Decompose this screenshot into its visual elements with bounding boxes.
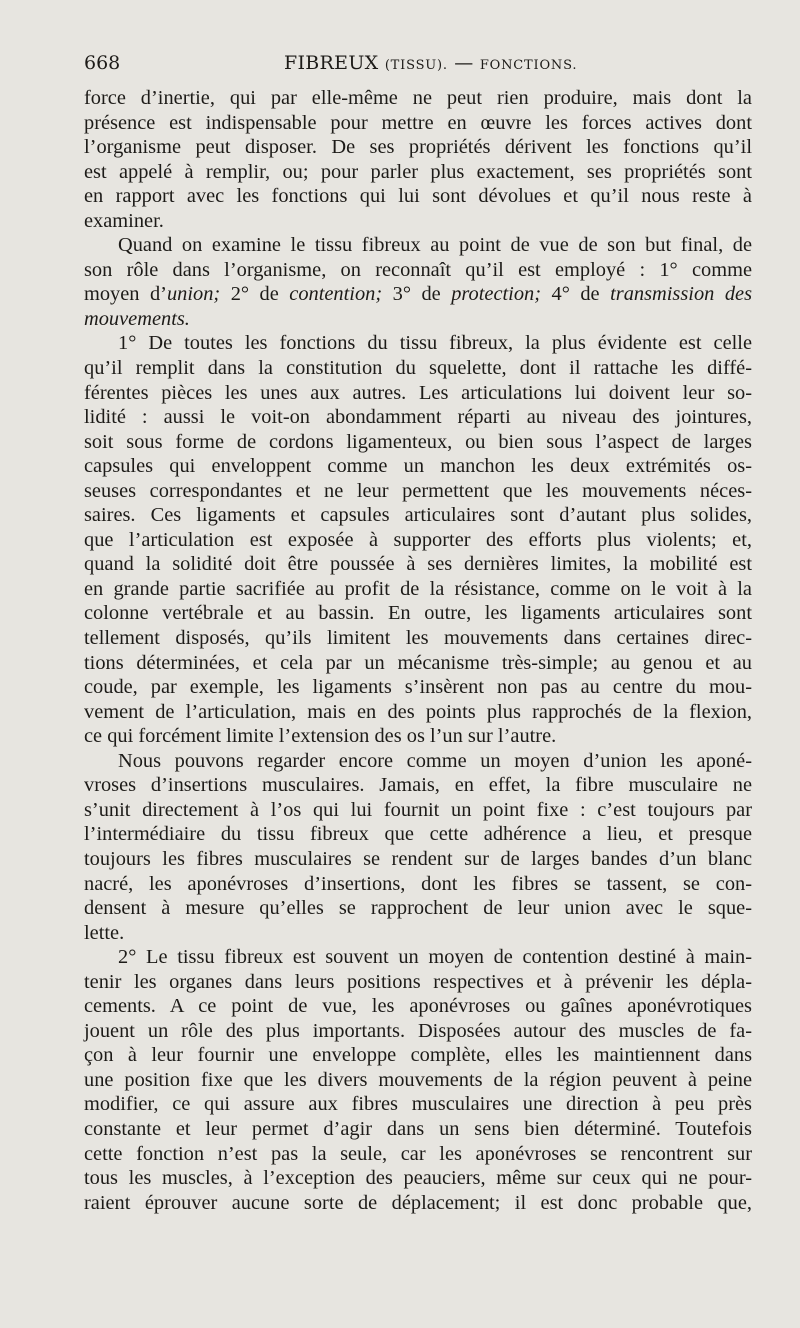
text-line: jouent un rôle des plus importants. Disposées autour des muscles de fa- — [84, 1019, 752, 1042]
text-line: tenir les organes dans leurs positions respectives et à prévenir les dépla- — [84, 970, 752, 993]
running-header — [84, 52, 752, 82]
text-line: seuses correspondantes et ne leur permettent que les mouvements néces- — [84, 479, 752, 502]
text-line: constante et leur permet d’agir dans un sens bien déterminé. Toutefois — [84, 1117, 752, 1140]
text-line: présence est indispensable pour mettre en œuvre les forces actives dont — [84, 111, 752, 134]
text-line: vement de l’articulation, mais en des points plus rapprochés de la flexion, — [84, 700, 752, 723]
text-line: soit sous forme de cordons ligamenteux, ou bien sous l’aspect de larges — [84, 430, 752, 453]
text-line: cette fonction n’est pas la seule, car les aponévroses se rencontrent sur — [84, 1142, 752, 1165]
text-line: çon à leur fournir une enveloppe complète, elles les maintiennent dans — [84, 1044, 752, 1067]
text-line: en grande partie sacrifiée au profit de la résistance, comme on le voit à la — [84, 577, 752, 600]
text-line: modifier, ce qui assure aux fibres musculaires une direction à peu près — [84, 1093, 752, 1116]
text-segment: 3° de — [382, 283, 452, 306]
text-line: coude, par exemple, les ligaments s’insèrent non pas au centre du mou- — [84, 676, 752, 699]
text-line: 2° Le tissu fibreux est souvent un moyen de contention destiné à main- — [118, 946, 752, 969]
text-line: s’unit directement à l’os qui lui fournit un point fixe : c’est toujours par — [84, 798, 752, 821]
running-title-main: FIBREUX — [284, 52, 379, 74]
text-line: son rôle dans l’organisme, on reconnaît qu’il est employé : 1° comme — [84, 258, 752, 281]
text-line: tions déterminées, et cela par un mécanisme très-simple; au genou et au — [84, 651, 752, 674]
text-line: lette. — [84, 921, 125, 944]
text-line: toujours les fibres musculaires se rendent sur de larges bandes d’un blanc — [84, 847, 752, 870]
italic-term: contention; — [289, 283, 383, 306]
text-line: l’organisme peut disposer. De ses propriétés dérivent les fonctions qu’il — [84, 136, 752, 159]
text-segment: 4° de — [541, 283, 611, 306]
text-line — [84, 282, 752, 307]
text-line: qu’il remplit dans la constitution du squelette, dont il rattache les diffé- — [84, 357, 752, 380]
text-segment: moyen d’ — [84, 283, 167, 306]
text-line: quand la solidité doit être poussée à ses dernières limites, la mobilité est — [84, 553, 752, 576]
text-line: 1° De toutes les fonctions du tissu fibreux, la plus évidente est celle — [118, 332, 752, 355]
text-line: vroses d’insertions musculaires. Jamais, en effet, la fibre musculaire ne — [84, 774, 752, 797]
text-line: tous les muscles, à l’exception des peauciers, même sur ceux qui ne pour- — [84, 1167, 752, 1190]
italic-term: union; — [166, 283, 221, 306]
italic-term: mouvements. — [84, 307, 190, 330]
text-line: colonne vertébrale et au bassin. En outre, les ligaments articulaires sont — [84, 602, 752, 625]
text-line: tellement disposés, qu’ils limitent les mouvements dans certaines direc- — [84, 627, 752, 650]
text-line: densent à mesure qu’elles se rapprochent de leur union avec le sque- — [84, 897, 752, 920]
text-line: capsules qui enveloppent comme un manchon les deux extrémités os- — [84, 455, 752, 478]
text-line: Quand on examine le tissu fibreux au point de vue de son but final, de — [118, 234, 752, 257]
page-number: 668 — [84, 52, 121, 74]
text-line: cements. A ce point de vue, les aponévroses ou gaînes aponévrotiques — [84, 995, 752, 1018]
text-line: Nous pouvons regarder encore comme un moyen d’union les aponé- — [118, 749, 752, 772]
text-line: en rapport avec les fonctions qui lui sont dévolues et qu’il nous reste à — [84, 185, 752, 208]
text-line: l’intermédiaire du tissu fibreux que cette adhérence a lieu, et presque — [84, 823, 752, 846]
text-line: force d’inertie, qui par elle-même ne peut rien produire, mais dont la — [84, 87, 752, 109]
text-segment: 2° de — [220, 283, 290, 306]
italic-term: protection; — [451, 283, 542, 306]
running-title-section: FONCTIONS. — [479, 58, 578, 73]
text-line: une position fixe que les divers mouvements de la région peuvent à peine — [84, 1068, 752, 1091]
text-line: est appelé à remplir, ou; pour parler plus exactement, ses propriétés sont — [84, 160, 752, 183]
text-line: raient éprouver aucune sorte de déplacement; il est donc probable que, — [84, 1191, 752, 1214]
text-line: lidité : aussi le voit-on abondamment réparti au niveau des jointures, — [84, 406, 752, 429]
italic-term: transmission des — [610, 283, 752, 306]
text-line: que l’articulation est exposée à supporter des efforts plus violents; et, — [84, 528, 752, 551]
text-line: saires. Ces ligaments et capsules articulaires sont d’autant plus solides, — [84, 504, 752, 527]
text-line: examiner. — [84, 209, 164, 232]
running-title-paren: (TISSU). — [384, 58, 448, 73]
text-line: ce qui forcément limite l’extension des os l’un sur l’autre. — [84, 725, 557, 748]
text-line: nacré, les aponévroses d’insertions, dont les fibres se tassent, se con- — [84, 872, 752, 895]
running-title-dash: — — [454, 52, 474, 74]
body-text — [84, 86, 752, 1215]
running-title — [284, 52, 577, 74]
text-line: férentes pièces les unes aux autres. Les articulations lui doivent leur so- — [84, 381, 752, 404]
text-line — [84, 307, 752, 332]
